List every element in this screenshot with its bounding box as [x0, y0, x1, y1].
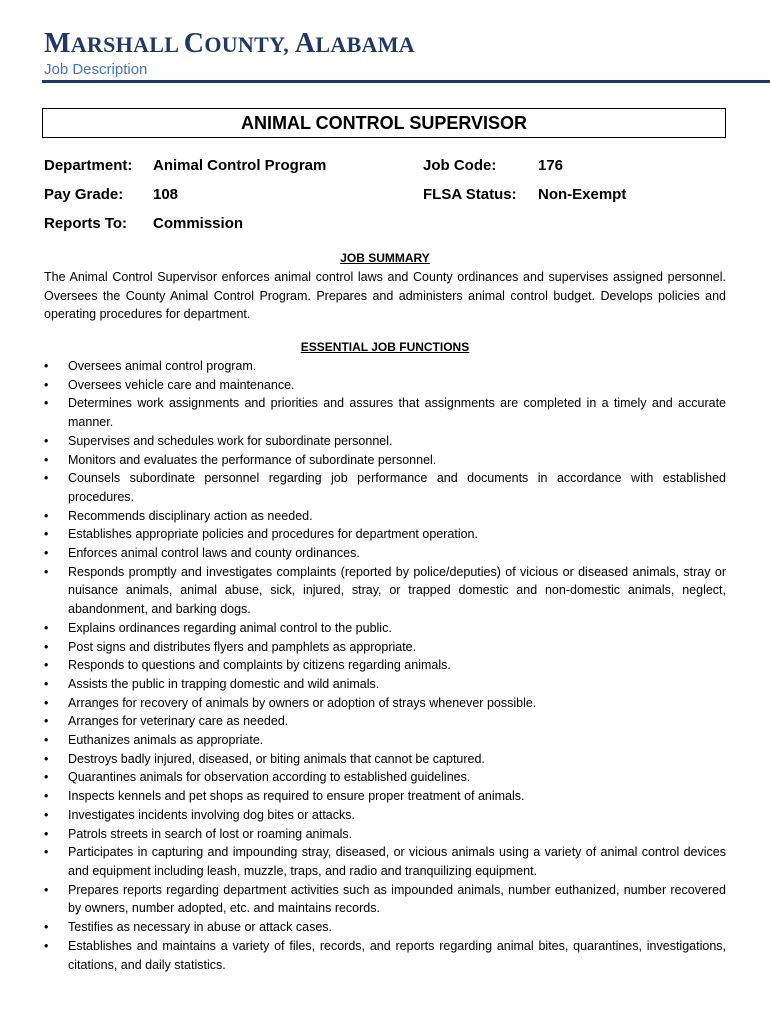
function-list-item: [44, 544, 726, 563]
flsa-status-value: Non-Exempt: [538, 186, 627, 203]
function-text: Oversees animal control program.: [68, 359, 257, 373]
bullet-icon: •: [44, 695, 49, 710]
function-list-item: [44, 469, 726, 506]
job-code-label: Job Code:: [423, 157, 497, 174]
function-text: Recommends disciplinary action as needed.: [68, 508, 313, 523]
essential-functions-heading: ESSENTIAL JOB FUNCTIONS: [300, 340, 470, 354]
bullet-icon: •: [44, 770, 49, 785]
function-text: Participates in capturing and impounding stray, diseased, or vicious animals using a variety of animal control devices and equipment including leash, muzzle, traps, and radio and tranquilizing equipment.: [68, 845, 726, 878]
function-list-item: [44, 825, 726, 844]
function-text: Arranges for recovery of animals by owners or adoption of strays whenever possible.: [68, 695, 537, 710]
department-label: Department:: [44, 157, 133, 174]
header-divider: [42, 80, 770, 83]
function-text: Monitors and evaluates the performance of subordinate personnel.: [68, 452, 437, 467]
function-list-item: [44, 394, 726, 431]
job-code-value: 176: [538, 157, 564, 174]
function-list-item: [44, 619, 726, 638]
department-value: Animal Control Program: [153, 157, 327, 174]
bullet-icon: •: [44, 377, 49, 392]
function-list-item: [44, 881, 726, 918]
function-list-item: [44, 376, 726, 395]
function-list-item: [44, 843, 726, 880]
function-text: Euthanizes animals as appropriate.: [68, 733, 264, 748]
bullet-icon: •: [44, 471, 49, 486]
bullet-icon: •: [44, 527, 49, 542]
function-text: Counsels subordinate personnel regarding job performance and documents in accordance with established procedures.: [68, 471, 726, 504]
essential-functions-list: [44, 357, 726, 974]
bullet-icon: •: [44, 845, 49, 860]
function-list-item: [44, 731, 726, 750]
function-text: Investigates incidents involving dog bites or attacks.: [68, 807, 355, 822]
function-list-item: [44, 432, 726, 451]
function-list-item: [44, 525, 726, 544]
function-text: Responds to questions and complaints by citizens regarding animals.: [68, 658, 451, 673]
function-text: Patrols streets in search of lost or roaming animals.: [68, 826, 353, 841]
bullet-icon: •: [44, 789, 49, 804]
function-list-item: [44, 507, 726, 526]
job-summary-heading: JOB SUMMARY: [340, 251, 430, 265]
document-type-subtitle: Job Description: [44, 61, 148, 78]
function-text: Inspects kennels and pet shops as required to ensure proper treatment of animals.: [68, 789, 525, 804]
function-list-item: [44, 768, 726, 787]
bullet-icon: •: [44, 807, 49, 822]
pay-grade-value: 108: [153, 186, 179, 203]
function-text: Supervises and schedules work for subordinate personnel.: [68, 433, 393, 448]
function-text: Determines work assignments and priorities and assures that assignments are completed in a timely and accurate manner.: [68, 396, 726, 430]
bullet-icon: •: [44, 564, 49, 579]
bullet-icon: •: [44, 826, 49, 841]
reports-to-value: Commission: [153, 215, 244, 232]
bullet-icon: •: [44, 359, 49, 373]
function-list-item: [44, 712, 726, 731]
function-list-item: [44, 694, 726, 713]
function-text: Destroys badly injured, diseased, or biting animals that cannot be captured.: [68, 751, 485, 766]
function-text: Establishes appropriate policies and procedures for department operation.: [68, 527, 478, 542]
flsa-status-label: FLSA Status:: [423, 186, 517, 203]
bullet-icon: •: [44, 920, 49, 935]
job-title: ANIMAL CONTROL SUPERVISOR: [42, 108, 726, 138]
bullet-icon: •: [44, 676, 49, 691]
function-list-item: [44, 787, 726, 806]
reports-to-label: Reports To:: [44, 215, 128, 232]
bullet-icon: •: [44, 546, 49, 561]
function-list-item: [44, 656, 726, 675]
function-list-item: [44, 675, 726, 694]
function-text: Enforces animal control laws and county ordinances.: [68, 546, 360, 561]
bullet-icon: •: [44, 433, 49, 448]
function-text: Post signs and distributes flyers and pamphlets as appropriate.: [68, 639, 417, 654]
function-text: Arranges for veterinary care as needed.: [68, 714, 289, 729]
bullet-icon: •: [44, 714, 49, 729]
function-text: Oversees vehicle care and maintenance.: [68, 377, 295, 392]
bullet-icon: •: [44, 452, 49, 467]
bullet-icon: •: [44, 882, 49, 897]
function-text: Assists the public in trapping domestic and wild animals.: [68, 676, 380, 691]
bullet-icon: •: [44, 751, 49, 766]
function-text: Quarantines animals for observation according to established guidelines.: [68, 770, 471, 785]
function-text: Prepares reports regarding department activities such as impounded animals, number euthanized, number recovered by owners, number adopted, etc. and maintains records.: [68, 882, 726, 916]
function-text: Establishes and maintains a variety of files, records, and reports regarding animal bites, quarantines, investigations, citations, and daily statistics.: [68, 938, 726, 972]
bullet-icon: •: [44, 620, 49, 635]
job-summary-text: The Animal Control Supervisor enforces animal control laws and County ordinances and supervises assigned personnel. Oversees the County Animal Control Program. Prepares and administers animal control budget. Develops policies and operating procedures for department.: [44, 270, 726, 321]
bullet-icon: •: [44, 938, 49, 953]
pay-grade-label: Pay Grade:: [44, 186, 124, 203]
function-text: Responds promptly and investigates complaints (reported by police/deputies) of vicious or diseased animals, stray or nuisance animals, animal abuse, sick, injured, stray, or trapped domestic and non-domestic animals, neglect, abandonment, and barking dogs.: [68, 564, 726, 617]
function-list-item: [44, 563, 726, 619]
function-list-item: [44, 918, 726, 937]
county-title: MARSHALL COUNTY, ALABAMA: [44, 28, 415, 59]
function-list-item: [44, 937, 726, 974]
bullet-icon: •: [44, 396, 49, 411]
function-list-item: [44, 451, 726, 470]
bullet-icon: •: [44, 639, 49, 654]
bullet-icon: •: [44, 733, 49, 748]
function-list-item: [44, 750, 726, 769]
function-list-item: [44, 357, 726, 376]
bullet-icon: •: [44, 658, 49, 673]
function-list-item: [44, 638, 726, 657]
function-list-item: [44, 806, 726, 825]
function-text: Explains ordinances regarding animal control to the public.: [68, 620, 392, 635]
function-text: Testifies as necessary in abuse or attack cases.: [68, 920, 333, 935]
bullet-icon: •: [44, 508, 49, 523]
